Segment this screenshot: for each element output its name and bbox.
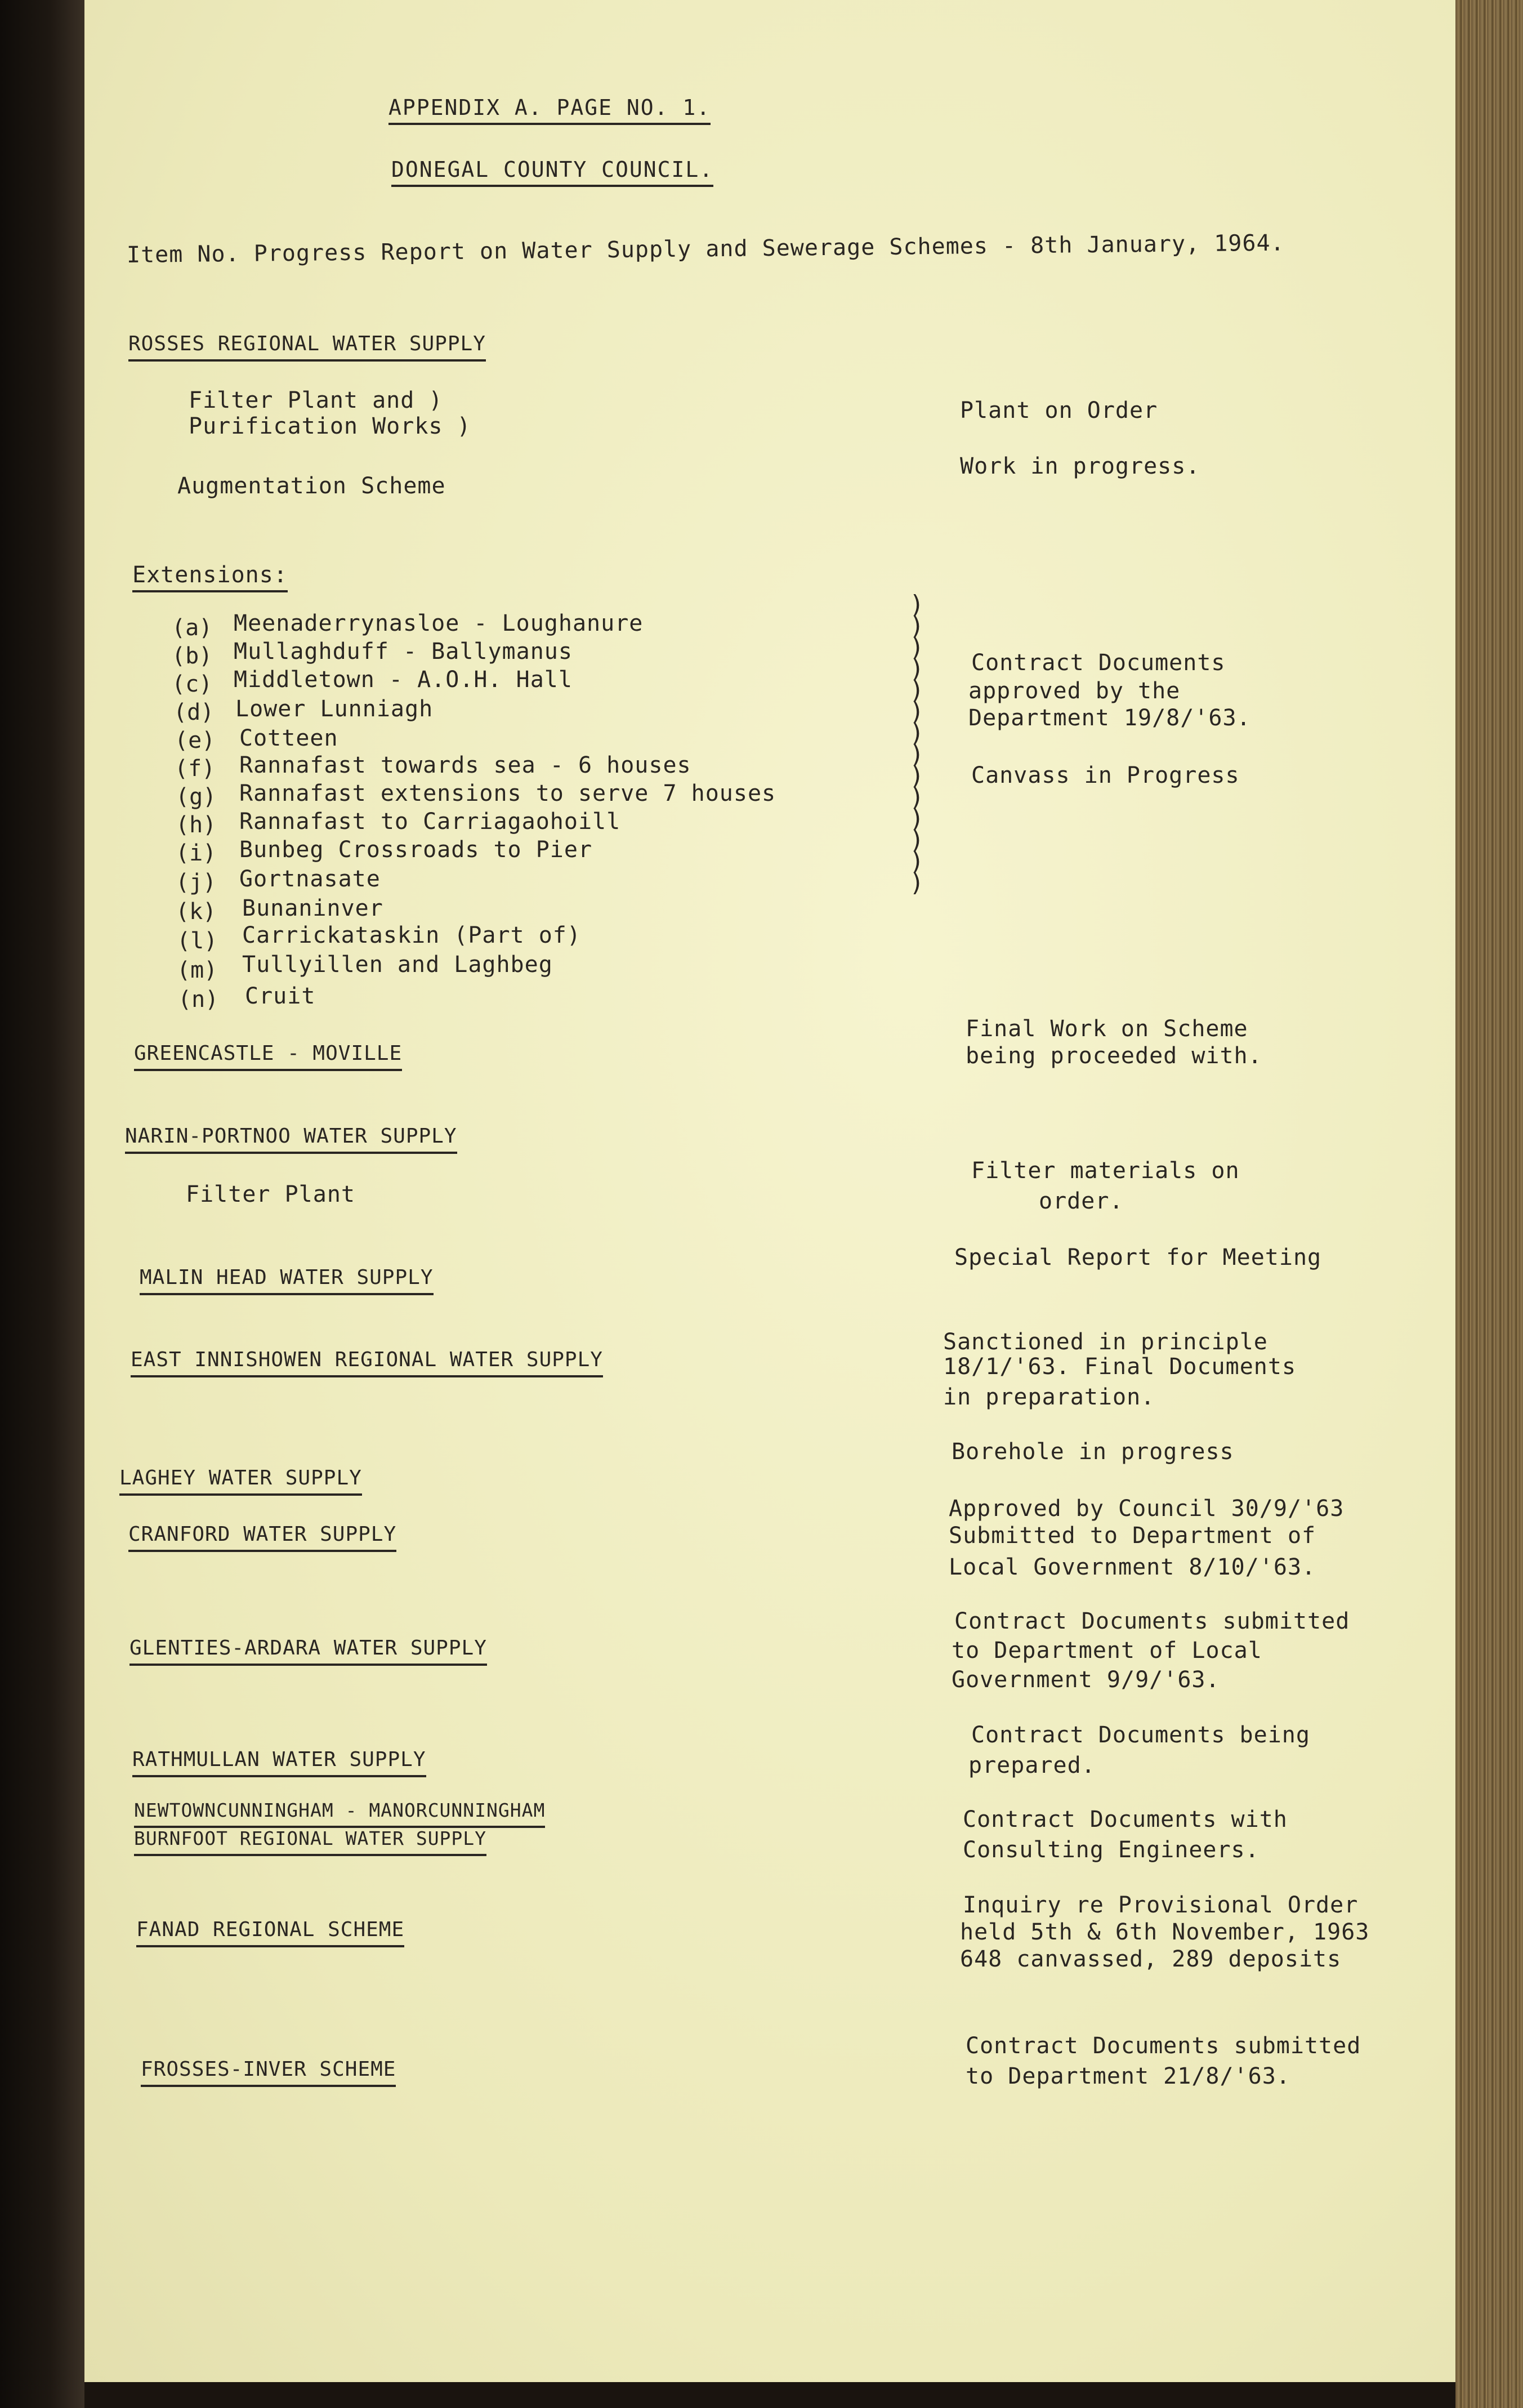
malin-head-heading: MALIN HEAD WATER SUPPLY xyxy=(140,1265,434,1295)
cranford-status-line1: Approved by Council 30/9/'63 xyxy=(949,1496,1345,1522)
fanad-heading: FANAD REGIONAL SCHEME xyxy=(136,1917,404,1947)
extensions-bracket: ) ) ) ) ) ) ) ) ) ) ) ) ) ) xyxy=(909,590,924,897)
narin-filter-plant: Filter Plant xyxy=(186,1181,355,1207)
frosses-inver-heading: FROSSES-INVER SCHEME xyxy=(141,2057,396,2087)
filter-plant-status: Plant on Order xyxy=(960,398,1158,423)
page-edges xyxy=(1455,0,1523,2408)
extension-letter: (d) xyxy=(173,699,215,725)
fanad-status-line2: held 5th & 6th November, 1963 xyxy=(960,1919,1370,1945)
cranford-status-line2: Submitted to Department of xyxy=(949,1523,1316,1549)
extension-letter: (c) xyxy=(172,671,213,697)
extension-name: Carrickataskin (Part of) xyxy=(242,922,581,948)
extension-letter: (m) xyxy=(177,957,218,983)
laghey-heading: LAGHEY WATER SUPPLY xyxy=(119,1465,362,1496)
extension-name: Cruit xyxy=(245,983,316,1009)
filter-plant-line2: Purification Works ) xyxy=(189,413,471,439)
book-binding xyxy=(0,0,84,2408)
frosses-status-line2: to Department 21/8/'63. xyxy=(966,2063,1290,2089)
council-heading: DONEGAL COUNTY COUNCIL. xyxy=(391,157,713,187)
fanad-status-line1: Inquiry re Provisional Order xyxy=(963,1892,1359,1918)
newtowncunningham-status-line2: Consulting Engineers. xyxy=(963,1837,1260,1863)
extension-name: Meenaderrynasloe - Loughanure xyxy=(234,610,644,636)
malin-head-status: Special Report for Meeting xyxy=(954,1245,1322,1270)
extension-name: Tullyillen and Laghbeg xyxy=(242,952,553,978)
extension-letter: (n) xyxy=(178,987,219,1013)
cranford-status-line3: Local Government 8/10/'63. xyxy=(949,1554,1316,1580)
document-page xyxy=(84,0,1455,2382)
extensions-status-line1: Contract Documents xyxy=(971,650,1226,676)
extension-name: Bunaninver xyxy=(242,895,383,921)
extension-name: Gortnasate xyxy=(239,866,381,892)
augmentation-scheme: Augmentation Scheme xyxy=(177,473,446,499)
extension-name: Rannafast extensions to serve 7 houses xyxy=(239,781,776,806)
extension-letter: (f) xyxy=(175,756,216,782)
newtowncunningham-heading-line1: NEWTOWNCUNNINGHAM - MANORCUNNINGHAM xyxy=(134,1798,545,1828)
extension-letter: (g) xyxy=(176,784,217,810)
extension-letter: (b) xyxy=(172,643,213,669)
extension-name: Rannafast to Carriagaohoill xyxy=(239,809,621,835)
cranford-heading: CRANFORD WATER SUPPLY xyxy=(128,1522,396,1552)
filter-plant-line1: Filter Plant and ) xyxy=(189,387,443,413)
narin-status-line1: Filter materials on xyxy=(971,1158,1240,1184)
extension-letter: (a) xyxy=(172,615,213,641)
item-line: Item No. Progress Report on Water Supply and Sewerage Schemes - 8th January, 1964. xyxy=(126,230,1285,268)
extension-name: Cotteen xyxy=(239,725,338,751)
fanad-status-line3: 648 canvassed, 289 deposits xyxy=(960,1946,1342,1972)
greencastle-heading: GREENCASTLE - MOVILLE xyxy=(134,1041,402,1071)
extensions-status-line2: approved by the xyxy=(968,678,1181,704)
narin-status-line2: order. xyxy=(1039,1188,1124,1214)
extension-letter: (e) xyxy=(175,728,216,753)
newtowncunningham-status-line1: Contract Documents with xyxy=(963,1807,1288,1832)
east-innishowen-status-line1: Sanctioned in principle xyxy=(943,1329,1268,1355)
extension-name: Rannafast towards sea - 6 houses xyxy=(239,752,691,778)
east-innishowen-status-line2: 18/1/'63. Final Documents xyxy=(943,1354,1297,1380)
glenties-status-line2: to Department of Local xyxy=(952,1638,1262,1664)
east-innishowen-status-line3: in preparation. xyxy=(943,1384,1155,1410)
extension-letter: (h) xyxy=(176,812,217,838)
glenties-status-line3: Government 9/9/'63. xyxy=(952,1667,1220,1693)
laghey-status: Borehole in progress xyxy=(952,1439,1234,1465)
extension-name: Lower Lunniagh xyxy=(235,696,434,722)
extension-letter: (l) xyxy=(177,928,218,954)
greencastle-status-line2: being proceeded with. xyxy=(966,1043,1262,1069)
narin-portnoo-heading: NARIN-PORTNOO WATER SUPPLY xyxy=(125,1123,457,1154)
extension-name: Bunbeg Crossroads to Pier xyxy=(239,837,593,863)
extension-name: Middletown - A.O.H. Hall xyxy=(234,667,573,693)
extensions-status-line3: Department 19/8/'63. xyxy=(968,705,1251,731)
greencastle-status-line1: Final Work on Scheme xyxy=(966,1016,1248,1042)
rathmullan-heading: RATHMULLAN WATER SUPPLY xyxy=(132,1747,426,1777)
extensions-heading: Extensions: xyxy=(132,562,288,592)
extension-name: Mullaghduff - Ballymanus xyxy=(234,639,573,665)
newtowncunningham-heading-line2: BURNFOOT REGIONAL WATER SUPPLY xyxy=(134,1826,486,1856)
extension-letter: (j) xyxy=(176,869,217,895)
glenties-ardara-heading: GLENTIES-ARDARA WATER SUPPLY xyxy=(129,1635,487,1666)
extension-letter: (i) xyxy=(176,840,217,866)
glenties-status-line1: Contract Documents submitted xyxy=(954,1608,1350,1634)
frosses-status-line1: Contract Documents submitted xyxy=(966,2033,1361,2059)
extension-letter: (k) xyxy=(176,899,217,925)
rathmullan-status-line2: prepared. xyxy=(968,1753,1096,1778)
appendix-heading: APPENDIX A. PAGE NO. 1. xyxy=(388,95,711,125)
rathmullan-status-line1: Contract Documents being xyxy=(971,1722,1310,1748)
page-bottom-shadow xyxy=(84,2382,1455,2408)
augmentation-status: Work in progress. xyxy=(960,453,1200,479)
rosses-heading: ROSSES REGIONAL WATER SUPPLY xyxy=(128,331,486,362)
canvass-status: Canvass in Progress xyxy=(971,762,1240,788)
east-innishowen-heading: EAST INNISHOWEN REGIONAL WATER SUPPLY xyxy=(131,1347,603,1377)
